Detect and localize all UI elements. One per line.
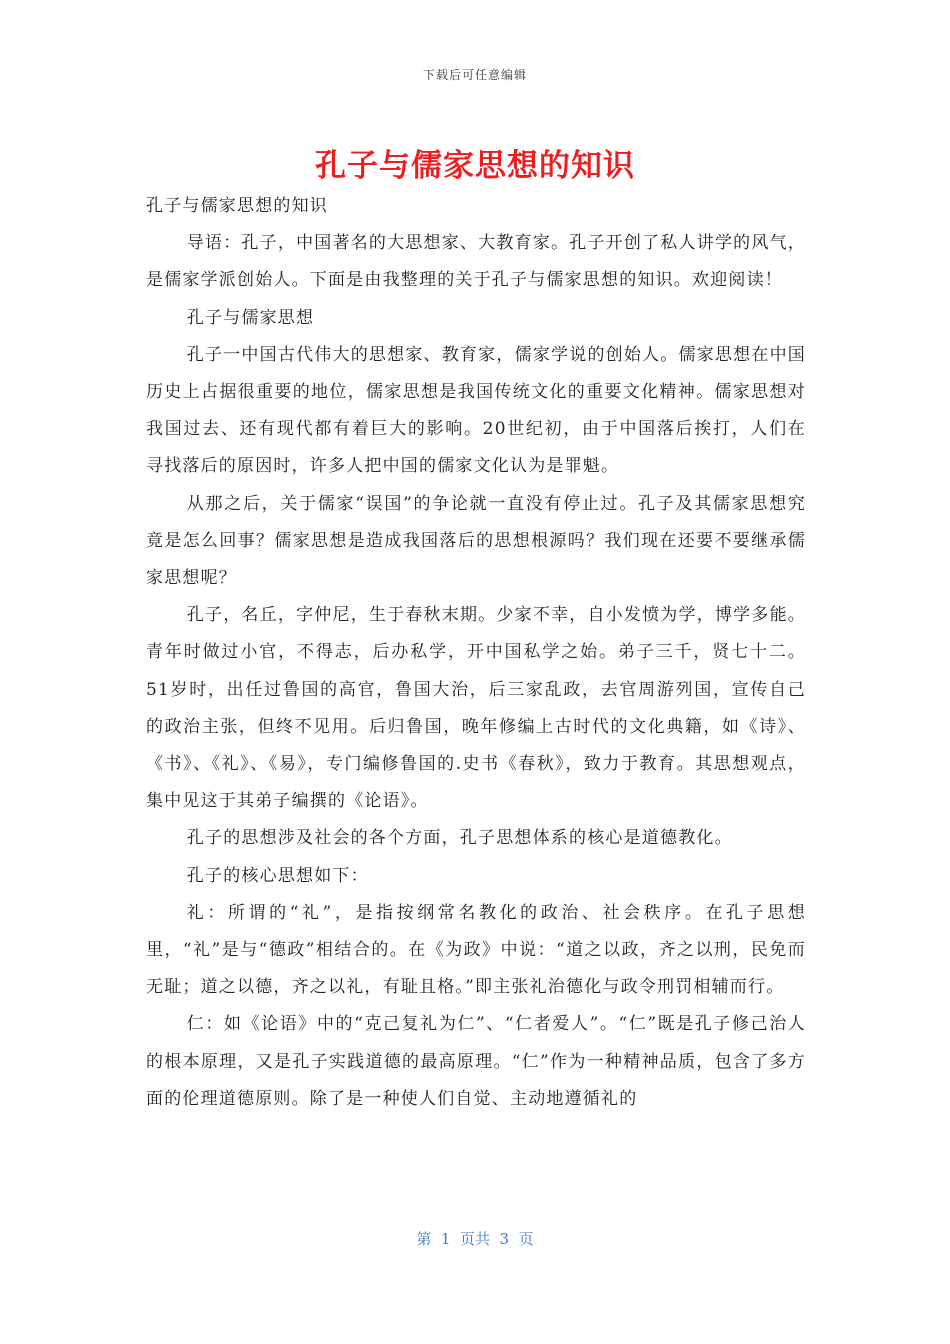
document-body bbox=[146, 188, 806, 1118]
paragraph-biography: 孔子，名丘，字仲尼，生于春秋末期。少家不幸，自小发愤为学，博学多能。青年时做过小官，不得志，后办私学，开中国私学之始。弟子三千，贤七十二。51岁时，出任过鲁国的高官，鲁国大治，后三家乱政，去官周游列国，宣传自己的政治主张，但终不见用。后归鲁国，晚年修编上古时代的文化典籍，如《诗》、《书》、《礼》、《易》，专门编修鲁国的.史书《春秋》，致力于教育。其思想观点，集中见这于其弟子编撰的《论语》。 bbox=[146, 605, 806, 812]
paragraph-ren: 仁：如《论语》中的“克己复礼为仁”、“仁者爱人”。“仁”既是孔子修己治人的根本原理，又是孔子实践道德的最高原理。“仁”作为一种精神品质，包含了多方面的伦理道德原则。除了是一种使人们自觉、主动地遵循礼的 bbox=[146, 1014, 806, 1109]
paragraph-thought-core: 孔子的思想涉及社会的各个方面，孔子思想体系的核心是道德教化。 bbox=[186, 828, 733, 849]
section-heading: 孔子与儒家思想 bbox=[186, 307, 315, 328]
paragraph-subtitle: 孔子与儒家思想的知识 bbox=[146, 196, 328, 216]
document-title: 孔子与儒家思想的知识 bbox=[315, 148, 635, 184]
paragraph-debate: 从那之后，关于儒家“误国”的争论就一直没有停止过。孔子及其儒家思想究竟是怎么回事？儒家思想是造成我国落后的思想根源吗？我们现在还要不要继承儒家思想呢？ bbox=[146, 493, 806, 589]
paragraph-li: 礼：所谓的“礼”，是指按纲常名教化的政治、社会秩序。在孔子思想里，“礼”是与“德政”相结合的。在《为政》中说：“道之以政，齐之以刑，民免而无耻；道之以德，齐之以礼，有耻且格。”即主张礼治德化与政令刑罚相辅而行。 bbox=[146, 902, 806, 998]
paragraph-intro: 导语：孔子，中国著名的大思想家、大教育家。孔子开创了私人讲学的风气，是儒家学派创始人。下面是由我整理的关于孔子与儒家思想的知识。欢迎阅读！ bbox=[146, 233, 806, 291]
paragraph-confucius-overview: 孔子一中国古代伟大的思想家、教育家，儒家学说的创始人。儒家思想在中国历史上占据很重要的地位，儒家思想是我国传统文化的重要文化精神。儒家思想对我国过去、还有现代都有着巨大的影响。20世纪初，由于中国落后挨打，人们在寻找落后的原因时，许多人把中国的儒家文化认为是罪魁。 bbox=[146, 344, 806, 477]
page-number-footer: 第 1 页共 3 页 bbox=[416, 1230, 534, 1248]
page-header-note: 下载后可任意编辑 bbox=[422, 68, 527, 82]
paragraph-core-ideas-intro: 孔子的核心思想如下： bbox=[186, 865, 369, 886]
